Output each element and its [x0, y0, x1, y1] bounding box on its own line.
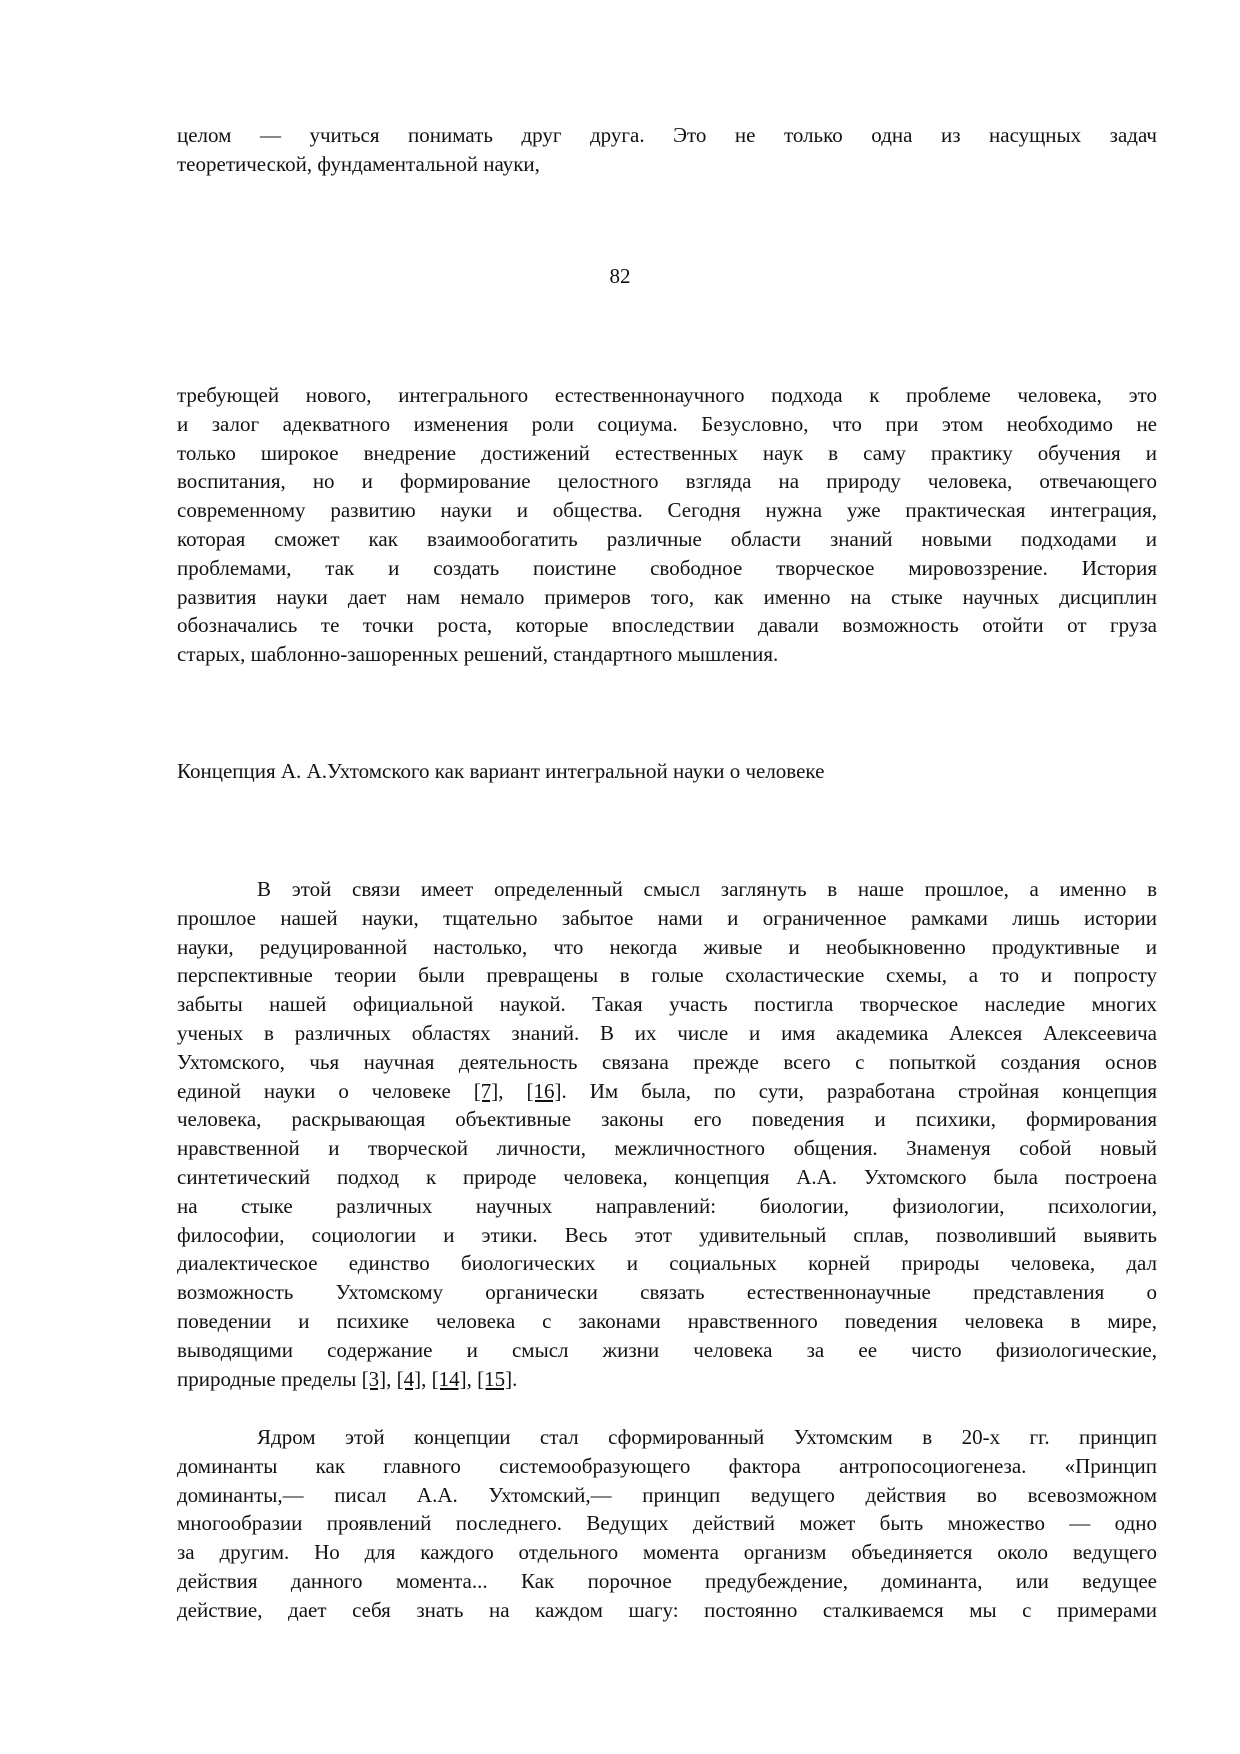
text-line: нравственной и творческой личности, межличностного общения. Знаменуя собой новый	[177, 1136, 1157, 1161]
text-line: и залог адекватного изменения роли социума. Безусловно, что при этом необходимо не	[177, 411, 1157, 436]
text-line: обозначались те точки роста, которые впоследствии давали возможность отойти от груза	[177, 613, 1157, 638]
paragraph	[177, 875, 1157, 1393]
text-line: выводящими содержание и смысл жизни человека за ее чисто физиологические,	[177, 1337, 1157, 1362]
text-line: действия данного момента... Как порочное предубеждение, доминанта, или ведущее	[177, 1568, 1157, 1593]
text-line: современному развитию науки и общества. Сегодня нужна уже практическая интеграция,	[177, 498, 1157, 523]
paragraph	[177, 1423, 1157, 1625]
citation-link[interactable]: [14]	[431, 1366, 467, 1391]
text-line: прошлое нашей науки, тщательно забытое нами и ограниченное рамками лишь истории	[177, 905, 1157, 930]
text-line: старых, шаблонно-зашоренных решений, стандартного мышления.	[177, 642, 779, 667]
text-line: Ухтомского, чья научная деятельность связана прежде всего с попыткой создания основ	[177, 1049, 1157, 1074]
text-line: развития науки дает нам немало примеров того, как именно на стыке научных дисциплин	[177, 584, 1157, 609]
text-line: забыты нашей официальной наукой. Такая участь постигла творческое наследие многих	[177, 992, 1157, 1017]
text-line: перспективные теории были превращены в голые схоластические схемы, а то и попросту	[177, 963, 1157, 988]
text-fragment: ,	[498, 1078, 527, 1103]
text-line: философии, социологии и этики. Весь этот удивительный сплав, позволивший выявить	[177, 1222, 1157, 1247]
text-line: доминанты,— писал А.А. Ухтомский,— принцип ведущего действия во всевозможном	[177, 1482, 1157, 1507]
citation-link[interactable]: [16]	[526, 1078, 562, 1103]
text-line: поведении и психике человека с законами нравственного поведения человека в мире,	[177, 1308, 1157, 1333]
text-line: Ядром этой концепции стал сформированный Ухтомским в 20-х гг. принцип	[257, 1425, 1157, 1449]
text-line: которая сможет как взаимообогатить различные области знаний новыми подходами и	[177, 526, 1157, 551]
text-line: ученых в различных областях знаний. В их числе и имя академика Алексея Алексеевича	[177, 1020, 1157, 1045]
text-line	[177, 1365, 1157, 1394]
text-fragment: .	[512, 1366, 518, 1391]
paragraph	[177, 381, 1157, 669]
text-line	[177, 1077, 1157, 1106]
text-line: на стыке различных научных направлений: биологии, физиологии, психологии,	[177, 1193, 1157, 1218]
citation-link[interactable]: [15]	[477, 1366, 513, 1391]
text-fragment: ,	[386, 1366, 397, 1391]
text-line: проблемами, так и создать поистине свободное творческое мировоззрение. История	[177, 555, 1157, 580]
text-line: действие, дает себя знать на каждом шагу: постоянно сталкиваемся мы с примерами	[177, 1597, 1157, 1622]
text-line: доминанты как главного системообразующего фактора антропосоциогенеза. «Принцип	[177, 1453, 1157, 1478]
section-heading: Концепция А. А.Ухтомского как вариант интегральной науки о человеке	[177, 759, 825, 783]
text-line: воспитания, но и формирование целостного взгляда на природу человека, отвечающего	[177, 469, 1157, 494]
text-fragment: единой науки о человеке	[177, 1078, 474, 1103]
text-line: за другим. Но для каждого отдельного момента организм объединяется около ведущего	[177, 1540, 1157, 1565]
text-line: многообразии проявлений последнего. Ведущих действий может быть множество — одно	[177, 1511, 1157, 1536]
text-line: науки, редуцированной настолько, что некогда живые и необыкновенно продуктивные и	[177, 934, 1157, 959]
citation-link[interactable]: [7]	[473, 1078, 499, 1103]
text-fragment: природные пределы	[177, 1366, 362, 1391]
text-fragment: ,	[466, 1366, 478, 1391]
text-line: только широкое внедрение достижений естественных наук в саму практику обучения и	[177, 440, 1157, 465]
text-line: целом — учиться понимать друг друга. Это не только одна из насущных задач	[177, 123, 1157, 147]
text-line: человека, раскрывающая объективные законы его поведения и психики, формирования	[177, 1107, 1157, 1132]
text-line: возможность Ухтомскому органически связать естественнонаучные представления о	[177, 1280, 1157, 1305]
text-line: диалектическое единство биологических и социальных корней природы человека, дал	[177, 1251, 1157, 1276]
text-line: синтетический подход к природе человека, концепция А.А. Ухтомского была построена	[177, 1164, 1157, 1189]
page-number: 82	[609, 264, 631, 288]
text-line: требующей нового, интегрального естественнонаучного подхода к проблеме человека, это	[177, 383, 1157, 407]
citation-link[interactable]: [3]	[361, 1366, 387, 1391]
text-fragment: . Им была, по сути, разработана стройная концепция	[561, 1078, 1158, 1103]
text-line: В этой связи имеет определенный смысл заглянуть в наше прошлое, а именно в	[257, 877, 1157, 901]
citation-link[interactable]: [4]	[396, 1366, 422, 1391]
text-fragment: ,	[421, 1366, 432, 1391]
text-line: теоретической, фундаментальной науки,	[177, 151, 540, 176]
paragraph-continuation	[177, 121, 1157, 179]
